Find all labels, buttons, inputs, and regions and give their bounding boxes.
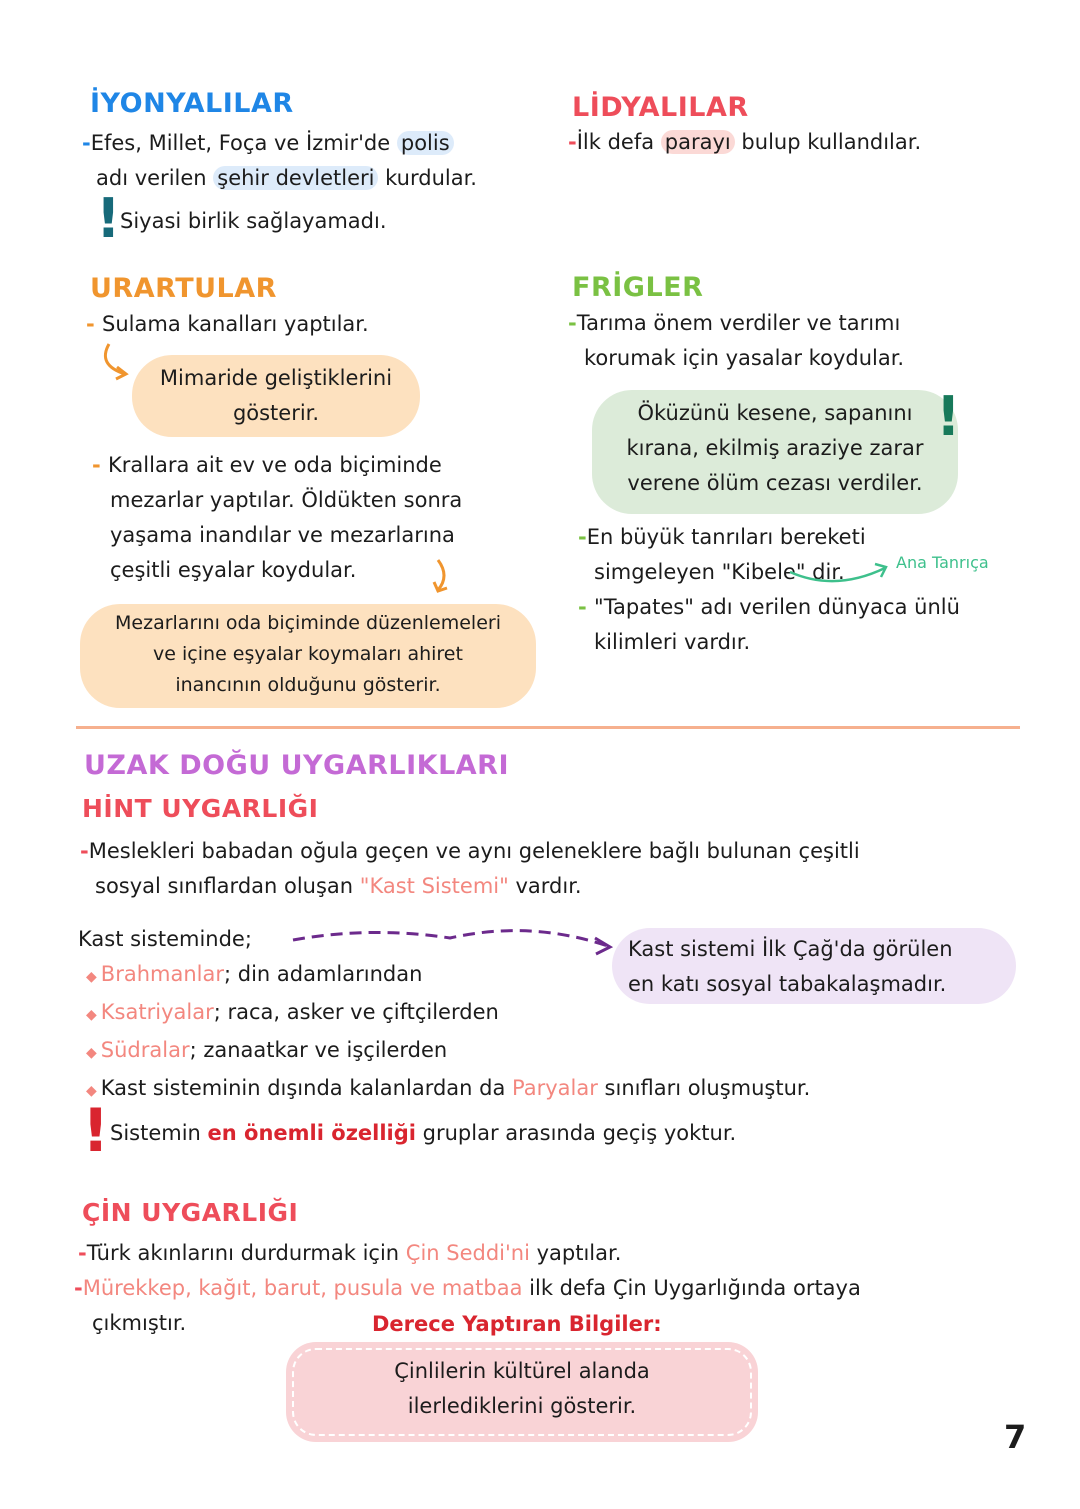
china-line-3: çıkmıştır.: [92, 1311, 187, 1335]
curved-arrow-icon: [785, 560, 895, 590]
exclamation-icon: !: [82, 1096, 110, 1166]
section-divider: [76, 726, 1020, 729]
caste-item: ◆ Südralar; zanaatkar ve işçilerden: [86, 1038, 448, 1062]
exclamation-icon: !: [96, 187, 121, 250]
caste-list: [86, 957, 810, 1109]
heading-lydians: LİDYALILAR: [572, 92, 749, 123]
india-line-2: sosyal sınıflardan oluşan "Kast Sistemi" vardır.: [95, 874, 582, 898]
annotation-mother-goddess: Ana Tanrıça: [896, 553, 989, 572]
caste-item: ◆ Kast sisteminin dışında kalanlardan da Paryalar sınıfları oluşmuştur.: [86, 1076, 811, 1100]
phrygians-para-3: - "Tapates" adı verilen dünyaca ünlü kilimleri vardır.: [578, 595, 960, 654]
heading-urartians: URARTULAR: [90, 273, 277, 304]
dashed-arrow-icon: [290, 920, 620, 960]
china-bubble: Çinlilerin kültürel alanda ilerlediklerini gösterir.: [286, 1342, 758, 1442]
heading-china: ÇİN UYGARLIĞI: [82, 1198, 299, 1227]
caste-item: ◆ Ksatriyalar; raca, asker ve çiftçilerden: [86, 1000, 499, 1024]
ionians-note: Siyasi birlik sağlayamadı.: [120, 209, 387, 233]
exclamation-icon: !: [936, 385, 961, 448]
heading-far-east: UZAK DOĞU UYGARLIKLARI: [84, 750, 510, 781]
curved-arrow-icon: [95, 340, 135, 385]
heading-phrygians: FRİGLER: [572, 272, 704, 303]
china-line-1: -Türk akınlarını durdurmak için Çin Seddi'ni yaptılar.: [78, 1241, 622, 1265]
caste-note: Sistemin en önemli özelliği gruplar arasında geçiş yoktur.: [110, 1121, 737, 1145]
phrygians-law-bubble: Öküzünü kesene, sapanını kırana, ekilmiş araziye zarar verene ölüm cezası verdiler.: [592, 390, 958, 514]
lydians-line-1: -İlk defa parayı bulup kullandılar.: [568, 130, 922, 154]
ionians-line-1: -Efes, Millet, Foça ve İzmir'de polis: [82, 126, 454, 161]
urartians-paragraph: - Krallara ait ev ve oda biçiminde mezarlar yaptılar. Öldükten sonra yaşama inandılar ve mezarlarına çeşitli eşyalar koydular.: [92, 453, 463, 582]
exam-info-label: Derece Yaptıran Bilgiler:: [372, 1312, 662, 1336]
heading-ionians: İYONYALILAR: [90, 88, 294, 119]
phrygians-para-1: -Tarıma önem verdiler ve tarımı korumak için yasalar koydular.: [568, 311, 905, 370]
ionians-line-2: adı verilen şehir devletleri kurdular.: [96, 166, 477, 190]
heading-india: HİNT UYGARLIĞI: [82, 794, 319, 823]
page-number: 7: [1004, 1418, 1027, 1456]
urartians-line-1: - Sulama kanalları yaptılar.: [86, 312, 369, 336]
caste-bubble: Kast sistemi İlk Çağ'da görülen en katı sosyal tabakalaşmadır.: [612, 928, 1016, 1004]
caste-item: ◆ Brahmanlar; din adamlarından: [86, 962, 423, 986]
down-arrow-icon: [428, 558, 458, 598]
phrygians-para-2: -En büyük tanrıları bereketi simgeleyen "Kibele" dir.: [578, 525, 866, 584]
urartians-bubble-afterlife: Mezarlarını oda biçiminde düzenlemeleri ve içine eşyalar koymaları ahiret inancının olduğunu gösterir.: [80, 604, 536, 708]
china-line-2: -Mürekkep, kağıt, barut, pusula ve matbaa ilk defa Çin Uygarlığında ortaya: [74, 1276, 861, 1300]
urartians-bubble-architecture: Mimaride geliştiklerini gösterir.: [132, 355, 420, 437]
caste-intro: Kast sisteminde;: [78, 927, 252, 951]
india-line-1: -Meslekleri babadan oğula geçen ve aynı geleneklere bağlı bulunan çeşitli: [80, 839, 860, 863]
